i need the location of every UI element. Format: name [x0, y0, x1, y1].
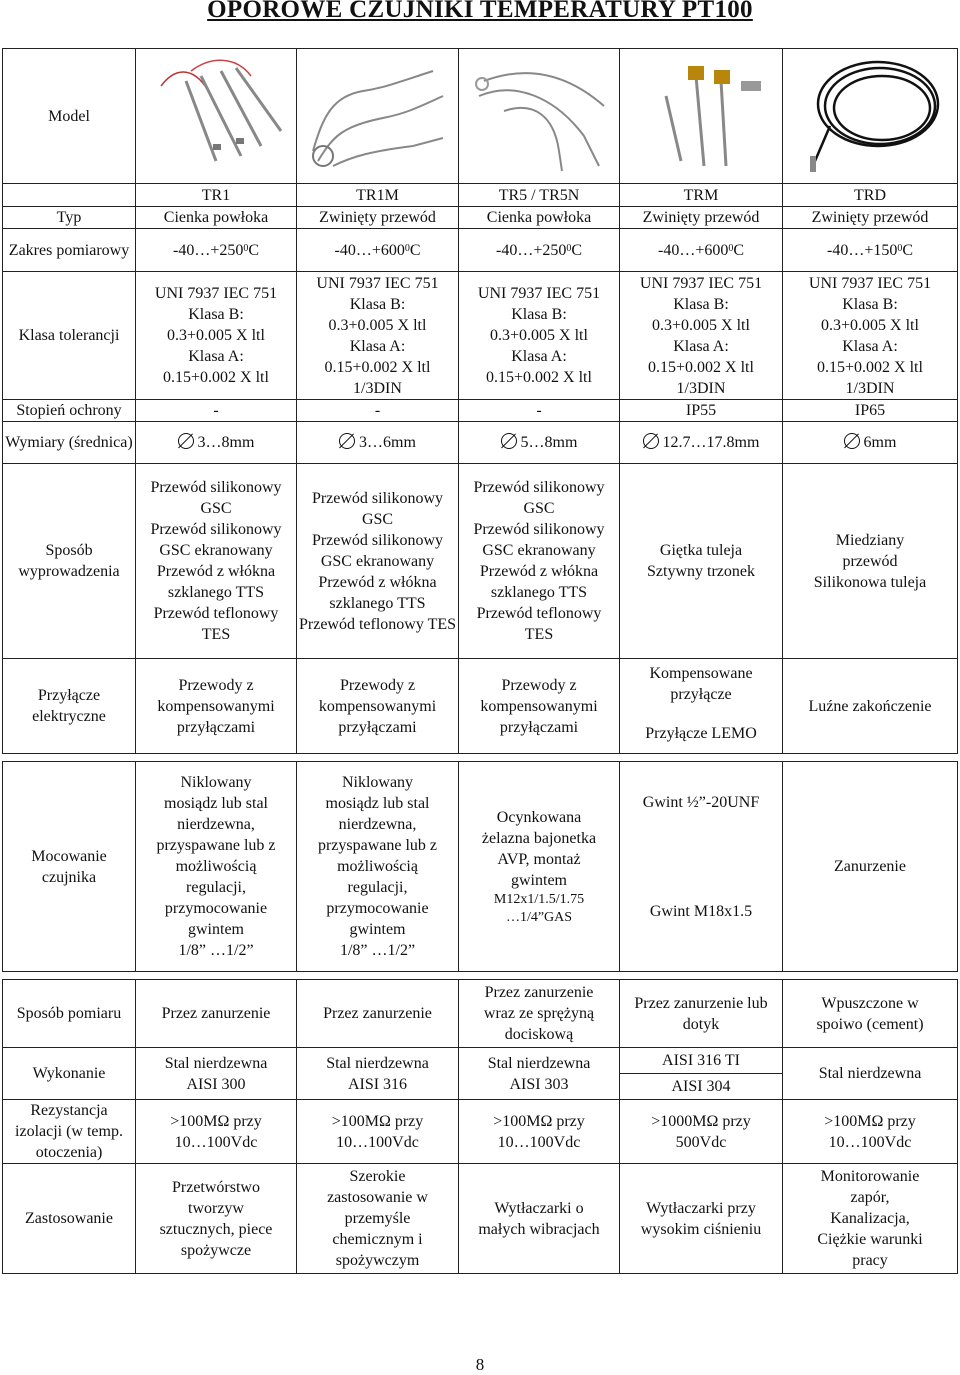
type-1: Cienka powłoka: [136, 207, 297, 229]
insulation-2: >100MΩ przy 10…100Vdc: [297, 1100, 459, 1164]
execution-4: [620, 1048, 783, 1100]
application-2: Szerokie zastosowanie w przemyśle chemicznym i spożywczym: [297, 1164, 459, 1274]
lead-out-3: Przewód silikonowy GSC Przewód silikonowy GSC ekranowany Przewód z włókna szklanego TTS Przewód teflonowy TES: [459, 464, 620, 659]
row-label-zastosowanie: Zastosowanie: [3, 1164, 136, 1274]
range-2: $-40\dots+600^0C$: [297, 229, 459, 272]
row-label-blank: [3, 184, 136, 207]
row-label-typ: Typ: [3, 207, 136, 229]
row-label-wykonanie: Wykonanie: [3, 1048, 136, 1100]
row-label-rezystancja: Rezystancja izolacji (w temp. otoczenia): [3, 1100, 136, 1164]
mounting-1: Niklowany mosiądz lub stal nierdzewna, przyspawane lub z możliwością regulacji, przymocowanie gwintem 1/8” …1/2”: [136, 762, 297, 972]
protection-5: IP65: [783, 400, 958, 422]
tolerance-3: UNI 7937 IEC 751 Klasa B: 0.3+0.005 X ltl Klasa A: 0.15+0.002 X ltl: [459, 272, 620, 400]
connection-1: Przewody z kompensowanymi przyłączami: [136, 659, 297, 754]
page-title: OPOROWE CZUJNIKI TEMPERATURY PT100: [207, 0, 753, 23]
range-3: $-40\dots+250^0C$: [459, 229, 620, 272]
range-1: $-40\dots+250^0C$: [136, 229, 297, 272]
connection-3: Przewody z kompensowanymi przyłączami: [459, 659, 620, 754]
model-name-4: TRM: [620, 184, 783, 207]
diameter-icon: [178, 433, 194, 449]
connection-4: Kompensowane przyłącze Przyłącze LEMO: [620, 659, 783, 754]
row-label-stopien: Stopień ochrony: [3, 400, 136, 422]
tolerance-2: UNI 7937 IEC 751 Klasa B: 0.3+0.005 X ltl Klasa A: 0.15+0.002 X ltl 1/3DIN: [297, 272, 459, 400]
row-label-klasa: Klasa tolerancji: [3, 272, 136, 400]
insulation-4: >1000MΩ przy 500Vdc: [620, 1100, 783, 1164]
model-name-3: TR5 / TR5N: [459, 184, 620, 207]
dimension-4: 12.7…17.8mm: [620, 422, 783, 464]
measure-1: Przez zanurzenie: [136, 980, 297, 1048]
row-label-wymiary: Wymiary (średnica): [3, 422, 136, 464]
range-5: $-40\dots+150^0C$: [783, 229, 958, 272]
application-1: Przetwórstwo tworzyw sztucznych, piece spożywcze: [136, 1164, 297, 1274]
measure-4: Przez zanurzenie lub dotyk: [620, 980, 783, 1048]
execution-2: Stal nierdzewna AISI 316: [297, 1048, 459, 1100]
model-name-1: TR1: [136, 184, 297, 207]
type-2: Zwinięty przewód: [297, 207, 459, 229]
dimension-5: 6mm: [783, 422, 958, 464]
connection-5: Luźne zakończenie: [783, 659, 958, 754]
insulation-1: >100MΩ przy 10…100Vdc: [136, 1100, 297, 1164]
diameter-icon: [339, 433, 355, 449]
spec-table: [2, 48, 958, 1274]
row-label-model: Model: [3, 49, 136, 184]
type-3: Cienka powłoka: [459, 207, 620, 229]
model-name-2: TR1M: [297, 184, 459, 207]
protection-1: -: [136, 400, 297, 422]
row-label-przylacze: Przyłącze elektryczne: [3, 659, 136, 754]
mounting-5: Zanurzenie: [783, 762, 958, 972]
application-5: Monitorowanie zapór, Kanalizacja, Ciężkie warunki pracy: [783, 1164, 958, 1274]
lead-out-5: Miedziany przewód Silikonowa tuleja: [783, 464, 958, 659]
product-image-tr1: [136, 49, 297, 184]
product-image-trd: [783, 49, 958, 184]
tolerance-5: UNI 7937 IEC 751 Klasa B: 0.3+0.005 X ltl Klasa A: 0.15+0.002 X ltl 1/3DIN: [783, 272, 958, 400]
application-4: Wytłaczarki przy wysokim ciśnieniu: [620, 1164, 783, 1274]
execution-5: Stal nierdzewna: [783, 1048, 958, 1100]
product-image-tr1m: [297, 49, 459, 184]
insulation-5: >100MΩ przy 10…100Vdc: [783, 1100, 958, 1164]
mounting-4: Gwint ½”-20UNF Gwint M18x1.5: [620, 762, 783, 972]
execution-4b: AISI 304: [671, 1078, 731, 1095]
protection-3: -: [459, 400, 620, 422]
lead-out-1: Przewód silikonowy GSC Przewód silikonowy GSC ekranowany Przewód z włókna szklanego TTS Przewód teflonowy TES: [136, 464, 297, 659]
dimension-3: 5…8mm: [459, 422, 620, 464]
execution-1: Stal nierdzewna AISI 300: [136, 1048, 297, 1100]
diameter-icon: [844, 433, 860, 449]
measure-2: Przez zanurzenie: [297, 980, 459, 1048]
mounting-2: Niklowany mosiądz lub stal nierdzewna, przyspawane lub z możliwością regulacji, przymocowanie gwintem 1/8” …1/2”: [297, 762, 459, 972]
protection-2: -: [297, 400, 459, 422]
application-3: Wytłaczarki o małych wibracjach: [459, 1164, 620, 1274]
protection-4: IP55: [620, 400, 783, 422]
range-4: $-40\dots+600^0C$: [620, 229, 783, 272]
product-image-tr5: [459, 49, 620, 184]
row-label-sposob-pom: Sposób pomiaru: [3, 980, 136, 1048]
dimension-2: 3…6mm: [297, 422, 459, 464]
tolerance-1: UNI 7937 IEC 751 Klasa B: 0.3+0.005 X ltl Klasa A: 0.15+0.002 X ltl: [136, 272, 297, 400]
diameter-icon: [501, 433, 517, 449]
dimension-1: 3…8mm: [136, 422, 297, 464]
lead-out-4: Giętka tuleja Sztywny trzonek: [620, 464, 783, 659]
row-label-mocowanie: Mocowanie czujnika: [3, 762, 136, 972]
page-number: 8: [475, 1355, 485, 1374]
connection-2: Przewody z kompensowanymi przyłączami: [297, 659, 459, 754]
product-image-trm: [620, 49, 783, 184]
execution-4a: AISI 316 TI: [620, 1048, 782, 1074]
lead-out-2: Przewód silikonowy GSC Przewód silikonowy GSC ekranowany Przewód z włókna szklanego TTS Przewód teflonowy TES: [297, 464, 459, 659]
tolerance-4: UNI 7937 IEC 751 Klasa B: 0.3+0.005 X ltl Klasa A: 0.15+0.002 X ltl 1/3DIN: [620, 272, 783, 400]
model-name-5: TRD: [783, 184, 958, 207]
insulation-3: >100MΩ przy 10…100Vdc: [459, 1100, 620, 1164]
type-4: Zwinięty przewód: [620, 207, 783, 229]
measure-3: Przez zanurzenie wraz ze sprężyną dociskową: [459, 980, 620, 1048]
diameter-icon: [643, 433, 659, 449]
row-label-sposob-wypr: Sposób wyprowadzenia: [3, 464, 136, 659]
row-label-zakres: Zakres pomiarowy: [3, 229, 136, 272]
measure-5: Wpuszczone w spoiwo (cement): [783, 980, 958, 1048]
execution-3: Stal nierdzewna AISI 303: [459, 1048, 620, 1100]
mounting-3: Ocynkowana żelazna bajonetka AVP, montaż gwintem M12x1/1.5/1.75 …1/4”GAS: [459, 762, 620, 972]
type-5: Zwinięty przewód: [783, 207, 958, 229]
